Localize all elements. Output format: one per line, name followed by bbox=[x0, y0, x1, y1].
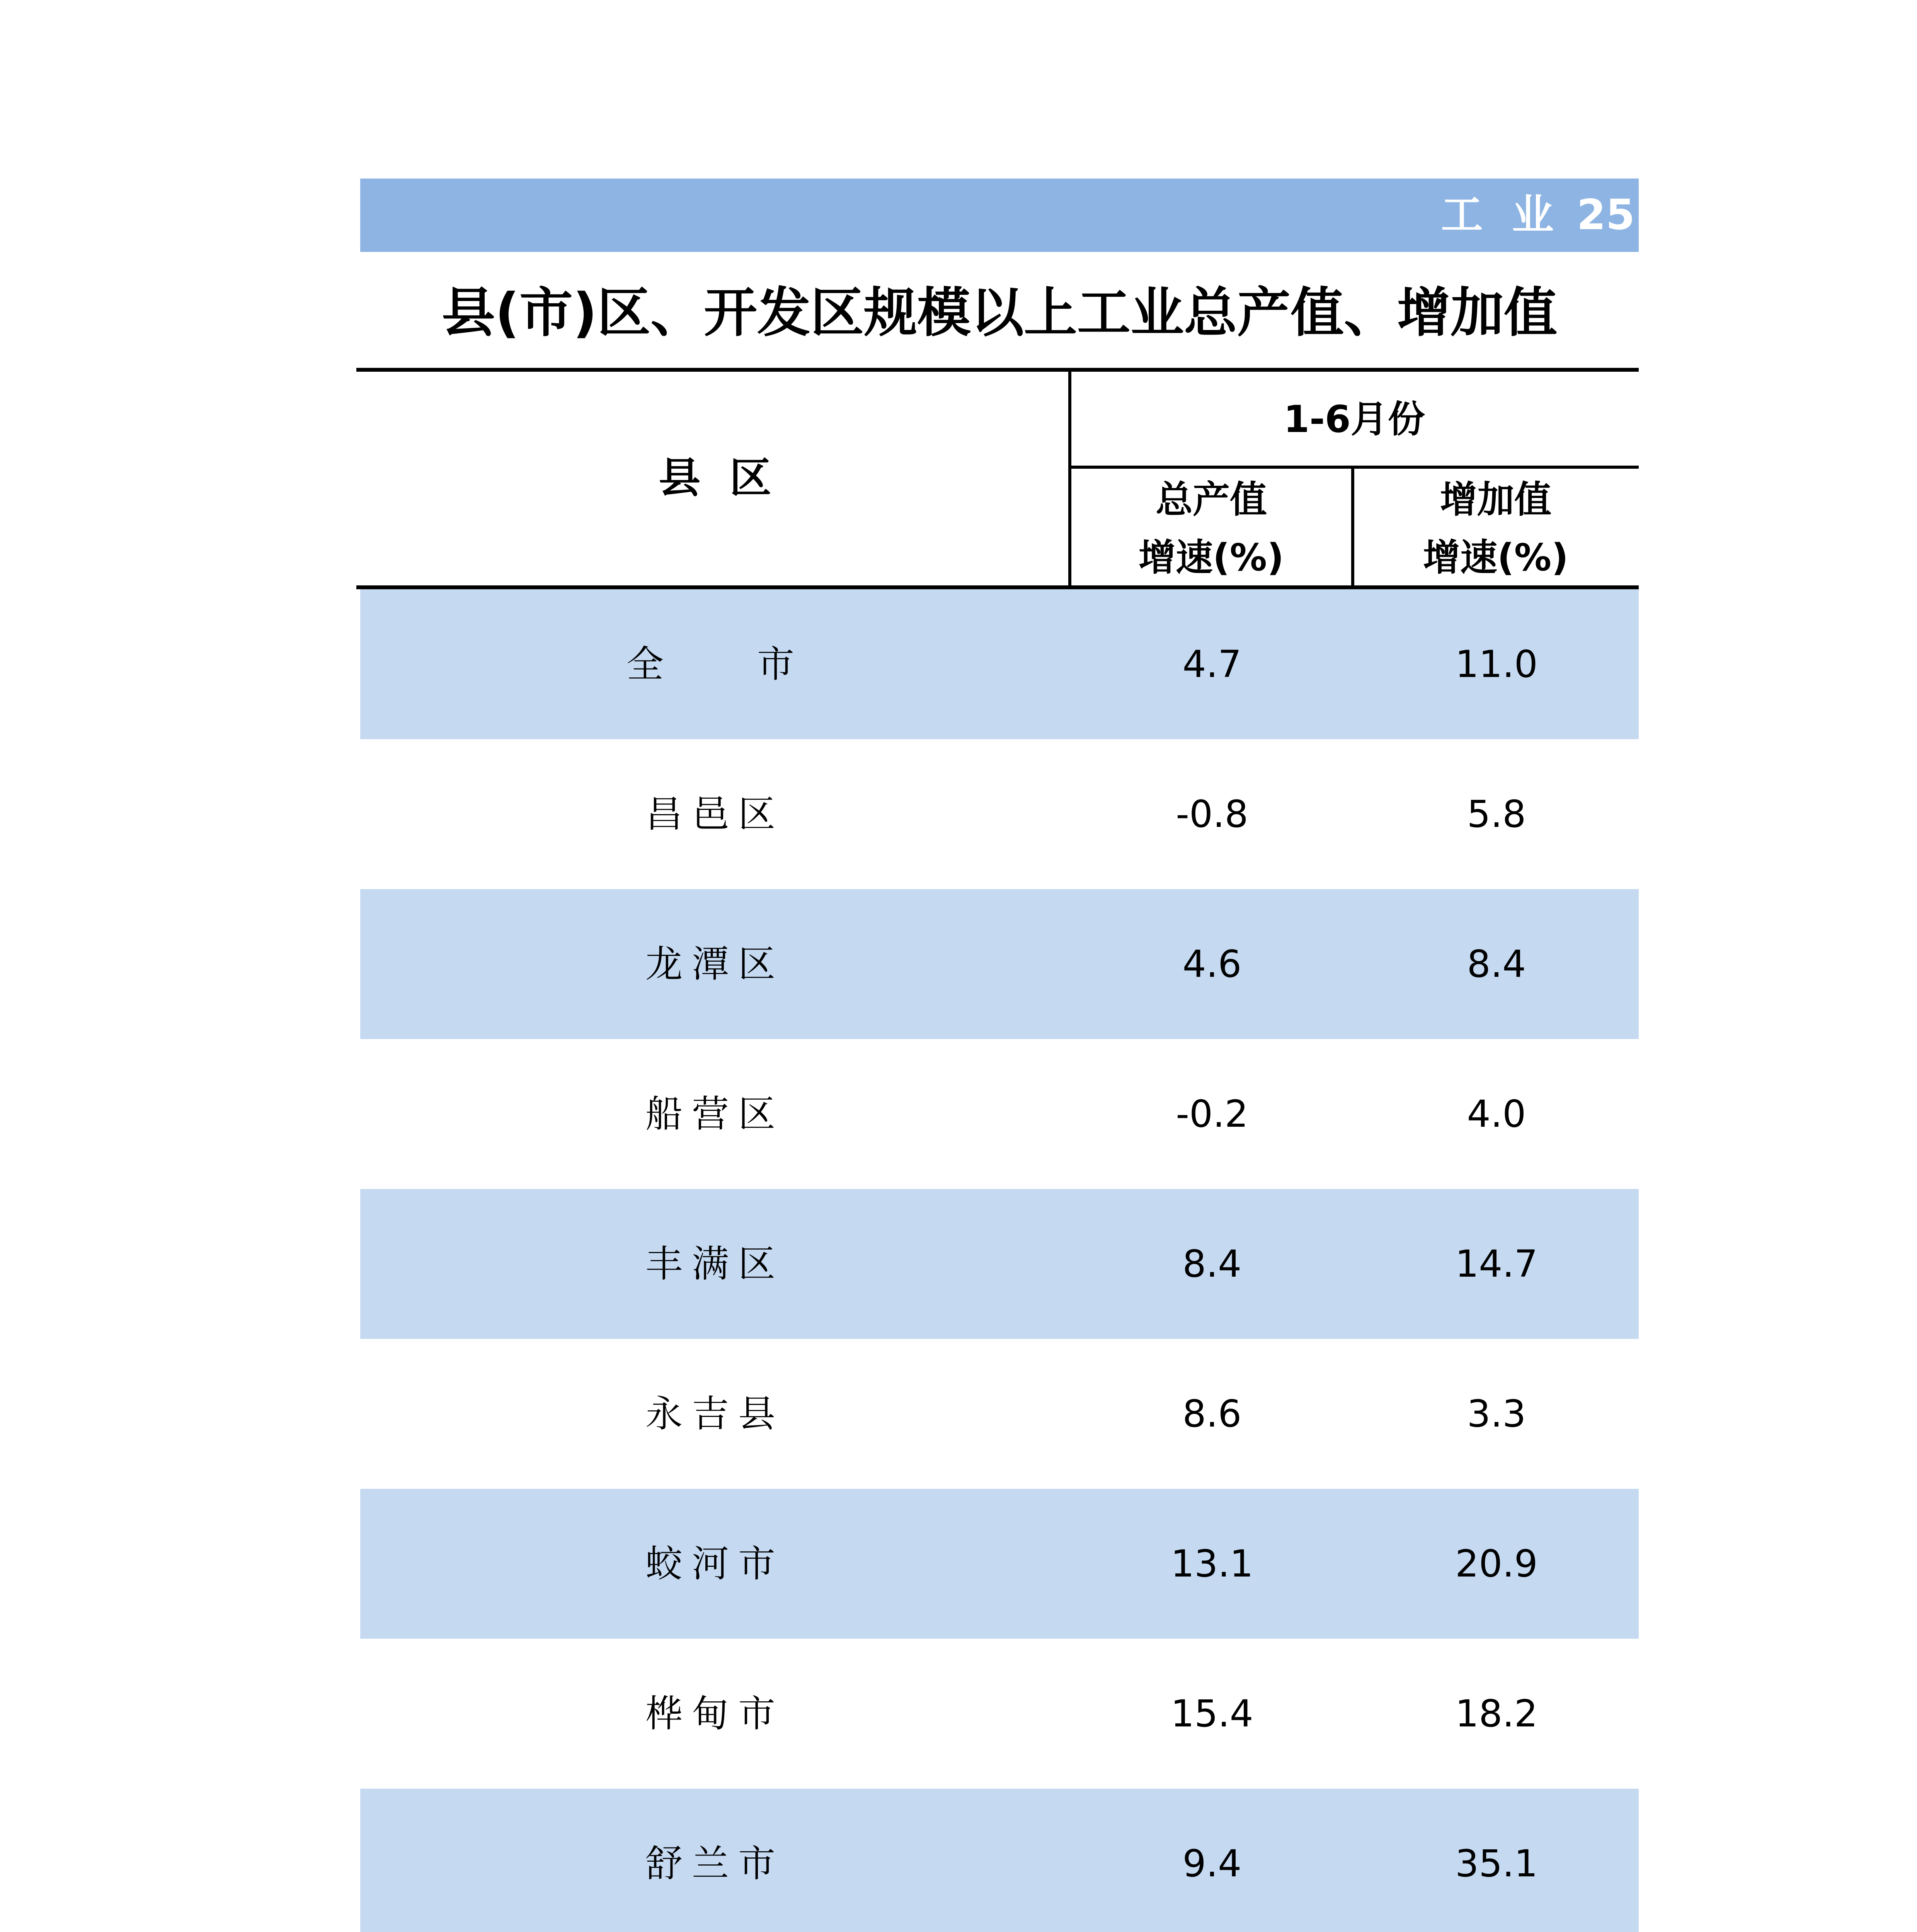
table-row bbox=[360, 1039, 1639, 1189]
page-number: 25 bbox=[1577, 191, 1635, 239]
region-name: 船营区 bbox=[645, 1092, 785, 1136]
gdp-growth: 4.6 bbox=[1182, 942, 1242, 986]
value-added-growth: 8.4 bbox=[1467, 942, 1526, 986]
table-row bbox=[360, 1189, 1639, 1339]
region-name: 永吉县 bbox=[645, 1392, 785, 1435]
value-added-growth: 5.8 bbox=[1467, 793, 1526, 836]
region-name: 全 市 bbox=[626, 643, 804, 686]
add-header-line2: 增速(%) bbox=[1423, 536, 1568, 579]
gdp-growth: 8.4 bbox=[1182, 1242, 1242, 1286]
region-name: 舒兰市 bbox=[645, 1842, 785, 1885]
chapter-label: 工 业 bbox=[1441, 191, 1554, 239]
region-name: 桦甸市 bbox=[645, 1692, 785, 1735]
chapter-header-band bbox=[360, 179, 1639, 252]
table-row bbox=[360, 1789, 1639, 1932]
gdp-growth: -0.2 bbox=[1176, 1092, 1248, 1136]
table-row bbox=[360, 1489, 1639, 1639]
value-added-growth: 35.1 bbox=[1455, 1842, 1538, 1885]
period-rule bbox=[1070, 466, 1639, 469]
region-name: 龙潭区 bbox=[645, 942, 785, 986]
gdp-growth: 4.7 bbox=[1182, 643, 1242, 686]
gdp-growth: 15.4 bbox=[1171, 1692, 1253, 1735]
add-header-line1: 增加值 bbox=[1440, 478, 1551, 521]
table-row bbox=[360, 1639, 1639, 1789]
gdp-growth: 13.1 bbox=[1171, 1542, 1253, 1585]
table-row bbox=[360, 589, 1639, 739]
value-added-growth: 14.7 bbox=[1455, 1242, 1538, 1286]
value-added-growth: 11.0 bbox=[1455, 643, 1538, 686]
table-row bbox=[360, 889, 1639, 1039]
gdp-header-line1: 总产值 bbox=[1156, 478, 1267, 521]
region-column-header: 县 区 bbox=[659, 454, 771, 502]
value-added-growth: 4.0 bbox=[1467, 1092, 1526, 1136]
gdp-growth: 9.4 bbox=[1182, 1842, 1242, 1885]
value-added-growth: 18.2 bbox=[1455, 1692, 1538, 1735]
gdp-growth: -0.8 bbox=[1176, 793, 1248, 836]
table-top-rule bbox=[356, 368, 1639, 372]
value-added-growth: 20.9 bbox=[1455, 1542, 1538, 1585]
gdp-header-line2: 增速(%) bbox=[1139, 536, 1284, 579]
region-name: 昌邑区 bbox=[645, 793, 785, 836]
table-title: 县(市)区、开发区规模以上工业总产值、增加值 bbox=[441, 282, 1558, 344]
period-header: 1-6月份 bbox=[1284, 398, 1425, 441]
value-added-growth: 3.3 bbox=[1467, 1392, 1526, 1435]
region-name: 蛟河市 bbox=[645, 1542, 785, 1585]
region-name: 丰满区 bbox=[645, 1242, 785, 1286]
table-row bbox=[360, 1339, 1639, 1489]
table-row bbox=[360, 739, 1639, 889]
gdp-growth: 8.6 bbox=[1182, 1392, 1242, 1435]
